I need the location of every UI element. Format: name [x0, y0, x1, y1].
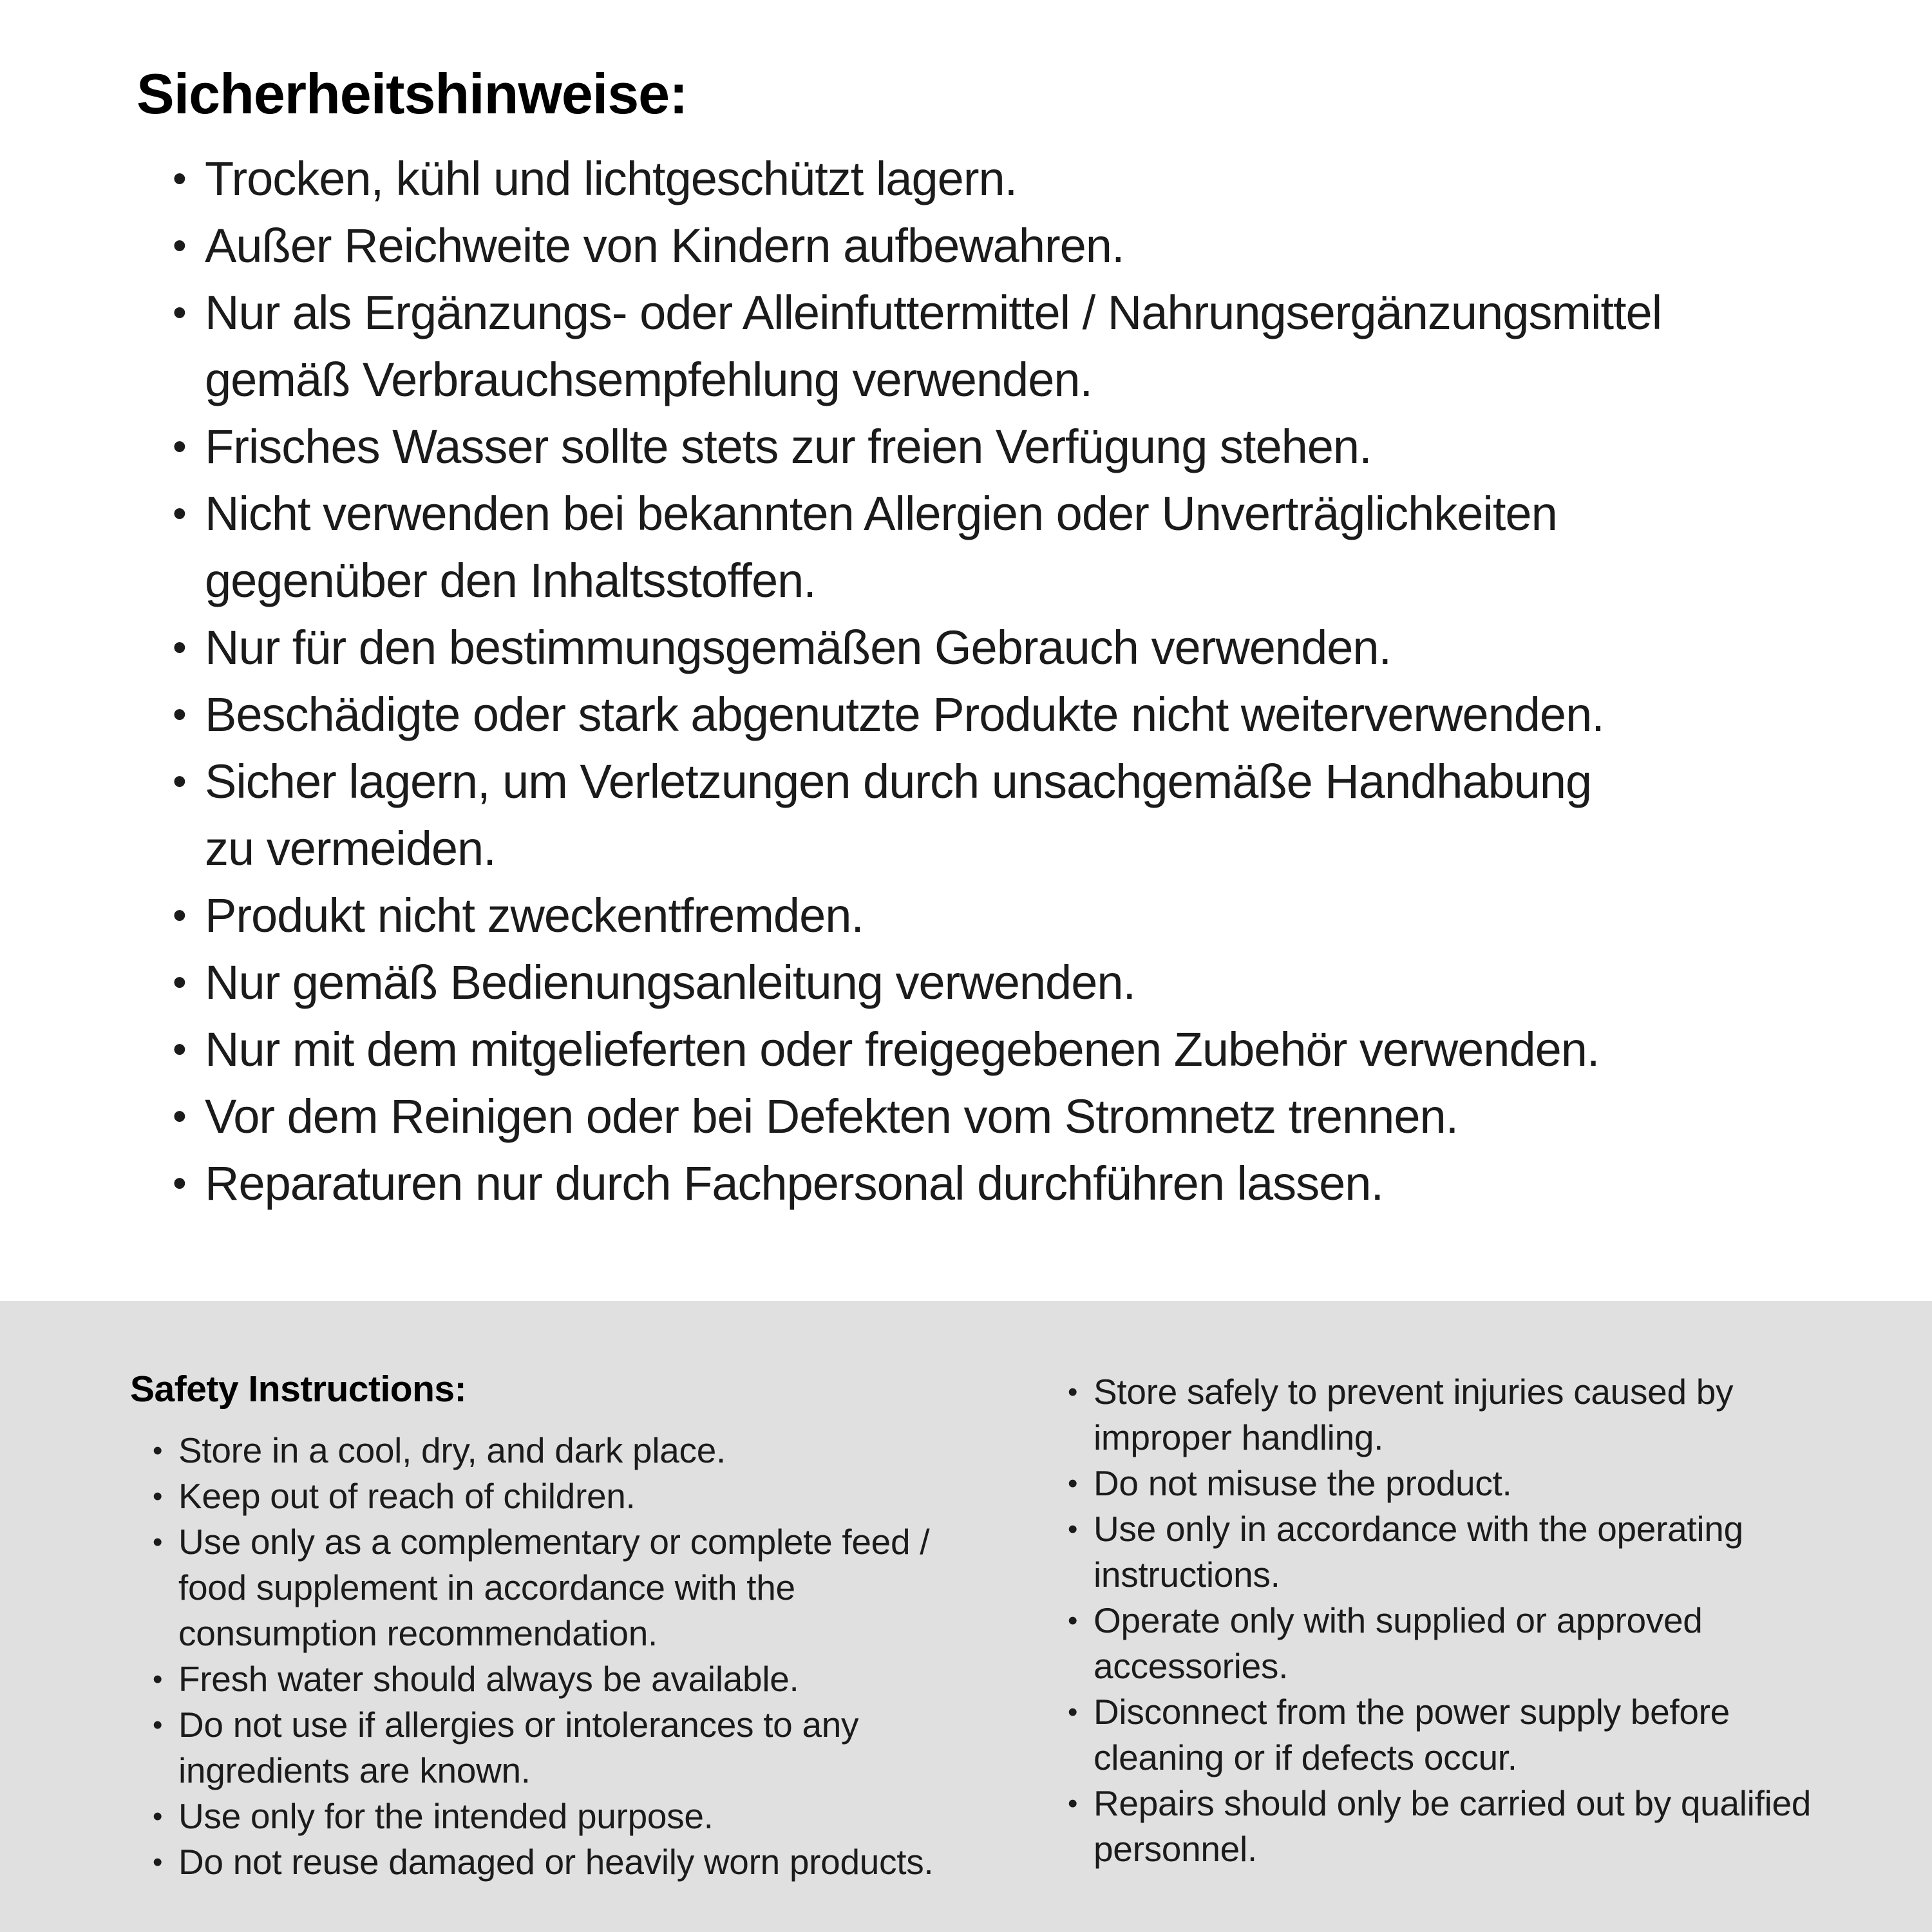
list-item [1068, 1781, 1811, 1872]
bullet-icon: • [153, 1481, 163, 1512]
list-item-line: Nur als Ergänzungs- oder Alleinfuttermittel / Nahrungsergänzungsmittel [205, 286, 1662, 339]
list-item-line: Use only in accordance with the operating [1094, 1509, 1743, 1549]
list-item [173, 1016, 1662, 1083]
list-item [153, 1519, 933, 1656]
list-item [1068, 1506, 1811, 1598]
bullet-icon: • [173, 893, 187, 938]
list-item-line: Nur mit dem mitgelieferten oder freigegebenen Zubehör verwenden. [205, 1023, 1600, 1076]
list-item [1068, 1461, 1811, 1506]
list-item-line: instructions. [1094, 1555, 1280, 1595]
german-safety-list [173, 146, 1662, 1217]
bullet-icon: • [1068, 1788, 1078, 1819]
bullet-icon: • [1068, 1605, 1078, 1636]
bullet-icon: • [173, 960, 187, 1005]
list-item-line: Store in a cool, dry, and dark place. [178, 1430, 726, 1470]
list-item [173, 1150, 1662, 1217]
list-item [173, 146, 1662, 213]
list-item-line: Vor dem Reinigen oder bei Defekten vom Stromnetz trennen. [205, 1090, 1459, 1143]
list-item [173, 480, 1662, 614]
bullet-icon: • [1068, 1376, 1078, 1408]
list-item [173, 681, 1662, 748]
list-item-line: improper handling. [1094, 1417, 1384, 1457]
list-item-line: Frisches Wasser sollte stets zur freien Verfügung stehen. [205, 420, 1372, 473]
list-item [173, 279, 1662, 413]
list-item [1068, 1369, 1811, 1461]
list-item [153, 1839, 933, 1885]
list-item-line: ingredients are known. [178, 1750, 531, 1790]
list-item [173, 413, 1662, 480]
list-item-line: Nur gemäß Bedienungsanleitung verwenden. [205, 956, 1136, 1009]
list-item-line: Fresh water should always be available. [178, 1659, 799, 1699]
bullet-icon: • [173, 290, 187, 335]
bullet-icon: • [173, 1027, 187, 1072]
safety-left-column [130, 1367, 933, 1885]
list-item-line: Repairs should only be carried out by qualified [1094, 1783, 1812, 1823]
list-item [1068, 1689, 1811, 1781]
bullet-icon: • [173, 491, 187, 536]
list-item [153, 1428, 933, 1473]
bullet-icon: • [173, 424, 187, 469]
list-item-line: Use only for the intended purpose. [178, 1796, 714, 1836]
list-item-line: accessories. [1094, 1646, 1289, 1686]
bullet-icon: • [153, 1801, 163, 1832]
bullet-icon: • [1068, 1468, 1078, 1499]
list-item [153, 1794, 933, 1839]
list-item [173, 213, 1662, 279]
list-item-line: Disconnect from the power supply before [1094, 1692, 1730, 1732]
list-item [173, 748, 1662, 882]
bullet-icon: • [1068, 1696, 1078, 1728]
bullet-icon: • [173, 1161, 187, 1206]
bullet-icon: • [173, 1094, 187, 1139]
list-item-line: food supplement in accordance with the [178, 1567, 795, 1607]
bullet-icon: • [153, 1709, 163, 1741]
list-item-line: Do not use if allergies or intolerances to any [178, 1705, 859, 1745]
bullet-icon: • [173, 625, 187, 670]
list-item-line: Außer Reichweite von Kindern aufbewahren. [205, 219, 1124, 272]
list-item [153, 1702, 933, 1794]
list-item-line: Sicher lagern, um Verletzungen durch unsachgemäße Handhabung [205, 755, 1592, 808]
list-item [1068, 1598, 1811, 1689]
list-item-line: Reparaturen nur durch Fachpersonal durchführen lassen. [205, 1157, 1384, 1210]
list-item-line: cleaning or if defects occur. [1094, 1738, 1517, 1777]
list-item-line: Nicht verwenden bei bekannten Allergien oder Unverträglichkeiten [205, 487, 1557, 540]
bullet-icon: • [153, 1435, 163, 1466]
bullet-icon: • [173, 223, 187, 268]
list-item [173, 1083, 1662, 1150]
bullet-icon: • [173, 156, 187, 201]
bullet-icon: • [153, 1846, 163, 1878]
list-item-line: personnel. [1094, 1829, 1257, 1869]
bullet-icon: • [1068, 1513, 1078, 1545]
list-item-line: gemäß Verbrauchsempfehlung verwenden. [205, 353, 1093, 406]
page-title: Sicherheitshinweise: [137, 62, 688, 126]
list-item-line: Produkt nicht zweckentfremden. [205, 889, 864, 942]
list-item-line: Keep out of reach of children. [178, 1476, 636, 1516]
list-item [153, 1473, 933, 1519]
list-item-line: Beschädigte oder stark abgenutzte Produkte nicht weiterverwenden. [205, 688, 1604, 741]
list-item [173, 949, 1662, 1016]
list-item-line: Use only as a complementary or complete feed / [178, 1522, 930, 1562]
bullet-icon: • [173, 692, 187, 737]
bullet-icon: • [153, 1526, 163, 1558]
list-item-line: Nur für den bestimmungsgemäßen Gebrauch verwenden. [205, 621, 1392, 674]
list-item [173, 614, 1662, 681]
english-heading: Safety Instructions: [130, 1368, 467, 1410]
list-item-line: gegenüber den Inhaltsstoffen. [205, 554, 816, 607]
bullet-icon: • [153, 1663, 163, 1695]
bullet-icon: • [173, 759, 187, 804]
list-item [173, 882, 1662, 949]
list-item-line: Operate only with supplied or approved [1094, 1600, 1703, 1640]
list-item-line: consumption recommendation. [178, 1613, 658, 1653]
list-item-line: Do not misuse the product. [1094, 1463, 1512, 1503]
list-item-line: Do not reuse damaged or heavily worn products. [178, 1842, 934, 1882]
list-item-line: Trocken, kühl und lichtgeschützt lagern. [205, 152, 1018, 205]
list-item-line: zu vermeiden. [205, 822, 496, 875]
safety-right-column [1045, 1369, 1811, 1872]
list-item-line: Store safely to prevent injuries caused by [1094, 1372, 1734, 1412]
list-item [153, 1656, 933, 1702]
